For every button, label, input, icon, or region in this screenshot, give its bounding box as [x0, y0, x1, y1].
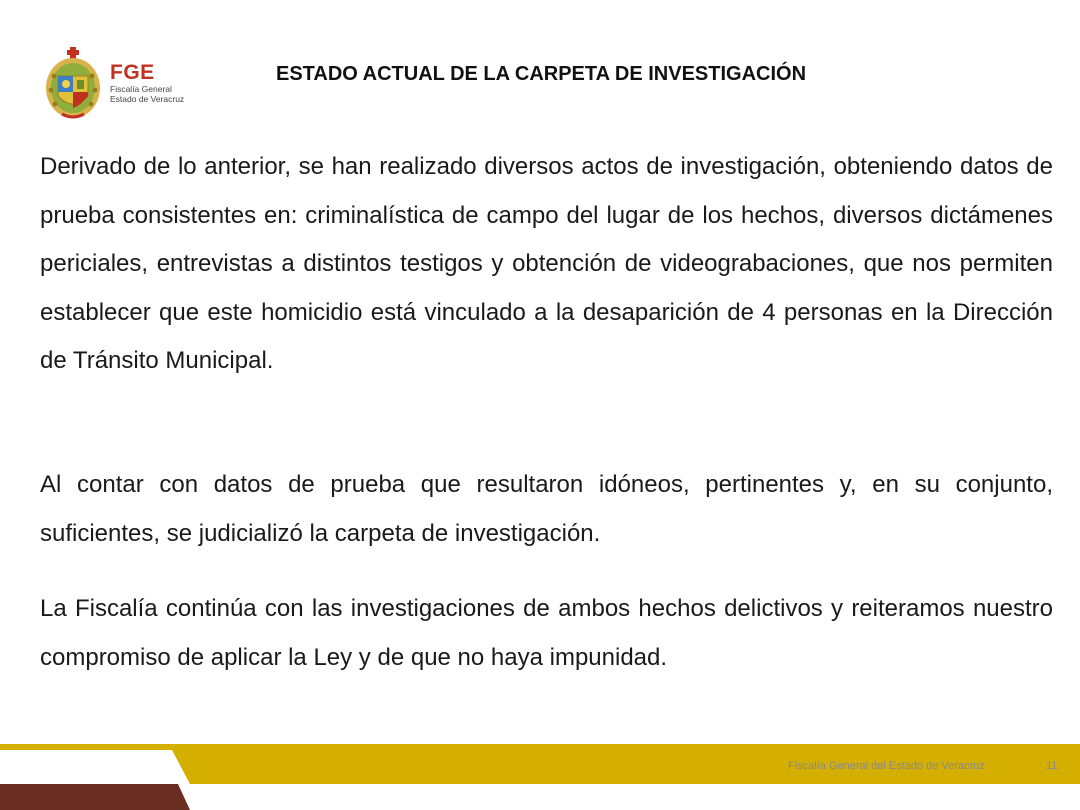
paragraph-commitment: La Fiscalía continúa con las investigaciones de ambos hechos delictivos y reiteramos nuestro compromiso de aplicar la Ley y de que no haya impunidad.	[40, 595, 1053, 671]
footer-organization: Fiscalía General del Estado de Veracruz	[788, 760, 985, 772]
logo-abbreviation: FGE	[110, 61, 155, 84]
fge-logo	[44, 46, 214, 120]
logo-text	[110, 62, 184, 104]
page-number: 11	[1046, 760, 1058, 772]
paragraph-investigation-acts: Derivado de lo anterior, se han realizado diversos actos de investigación, obteniendo datos de prueba consistentes en: criminalística de campo del lugar de los hechos, diversos dictámenes periciales, entrevistas a distintos testigos y obtención de videograbaciones, que nos permiten establecer que este homicidio está vinculado a la desaparición de 4 personas en la Dirección de Tránsito Municipal.	[40, 153, 1053, 374]
veracruz-seal-icon	[44, 46, 104, 120]
footer-maroon-block	[0, 784, 190, 810]
logo-line-1: Fiscalía General	[110, 84, 172, 94]
footer-band	[0, 744, 1080, 810]
paragraph-judicialization: Al contar con datos de prueba que resultaron idóneos, pertinentes y, en su conjunto, suficientes, se judicializó la carpeta de investigación.	[40, 471, 1053, 547]
footer-white-wedge	[0, 750, 190, 784]
slide-title: ESTADO ACTUAL DE LA CARPETA DE INVESTIGACIÓN	[276, 63, 807, 85]
logo-line-2: Estado de Veracruz	[110, 94, 185, 104]
